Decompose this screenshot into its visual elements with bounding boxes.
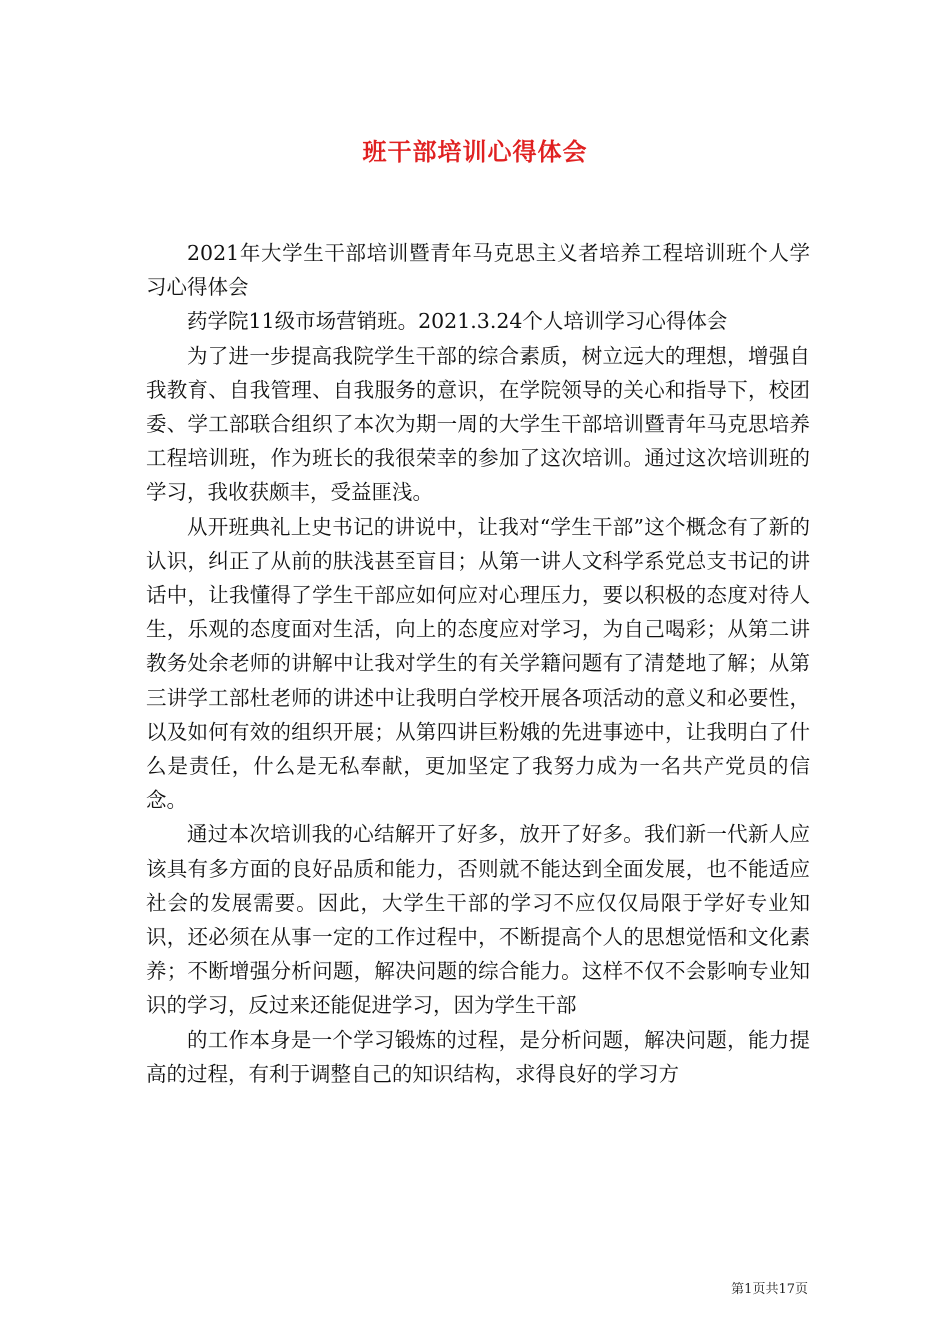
paragraph-reflection: 通过本次培训我的心结解开了好多，放开了好多。我们新一代新人应该具有多方面的良好品质和能力，否则就不能达到全面发展，也不能适应社会的发展需要。因此，大学生干部的学习不应仅仅局限于学好专业知识，还必须在从事一定的工作过程中，不断提高个人的思想觉悟和文化素养；不断增强分析问题，解决问题的综合能力。这样不仅不会影响专业知识的学习，反过来还能促进学习，因为学生干部 <box>146 822 810 1018</box>
page-number: 第1页共17页 <box>731 1282 808 1297</box>
paragraph-continuation: 的工作本身是一个学习锻炼的过程，是分析问题，解决问题，能力提高的过程，有利于调整自己的知识结构，求得良好的学习方 <box>146 1027 810 1086</box>
paragraph-class-date: 药学院11级市场营销班。2021.3.24个人培训学习心得体会 <box>187 309 728 334</box>
document-body <box>146 236 810 1091</box>
paragraph-lectures: 从开班典礼上史书记的讲说中，让我对“学生干部”这个概念有了新的认识，纠正了从前的肤浅甚至盲目；从第一讲人文科学系党总支书记的讲话中，让我懂得了学生干部应如何应对心理压力，要以积极的态度对待人生，乐观的态度面对生活，向上的态度应对学习，为自己喝彩；从第二讲教务处余老师的讲解中让我对学生的有关学籍问题有了清楚地了解；从第三讲学工部杜老师的讲述中让我明白学校开展各项活动的意义和必要性，以及如何有效的组织开展；从第四讲巨粉娥的先进事迹中，让我明白了什么是责任，什么是无私奉献，更加坚定了我努力成为一名共产党员的信念。 <box>146 514 810 813</box>
paragraph-intro: 为了进一步提高我院学生干部的综合素质，树立远大的理想，增强自我教育、自我管理、自我服务的意识，在学院领导的关心和指导下，校团委、学工部联合组织了本次为期一周的大学生干部培训暨青年马克思培养工程培训班，作为班长的我很荣幸的参加了这次培训。通过这次培训班的学习，我收获颇丰，受益匪浅。 <box>146 343 810 505</box>
paragraph-heading: 2021年大学生干部培训暨青年马克思主义者培养工程培训班个人学习心得体会 <box>146 241 810 300</box>
page-title: 班干部培训心得体会 <box>362 137 588 166</box>
